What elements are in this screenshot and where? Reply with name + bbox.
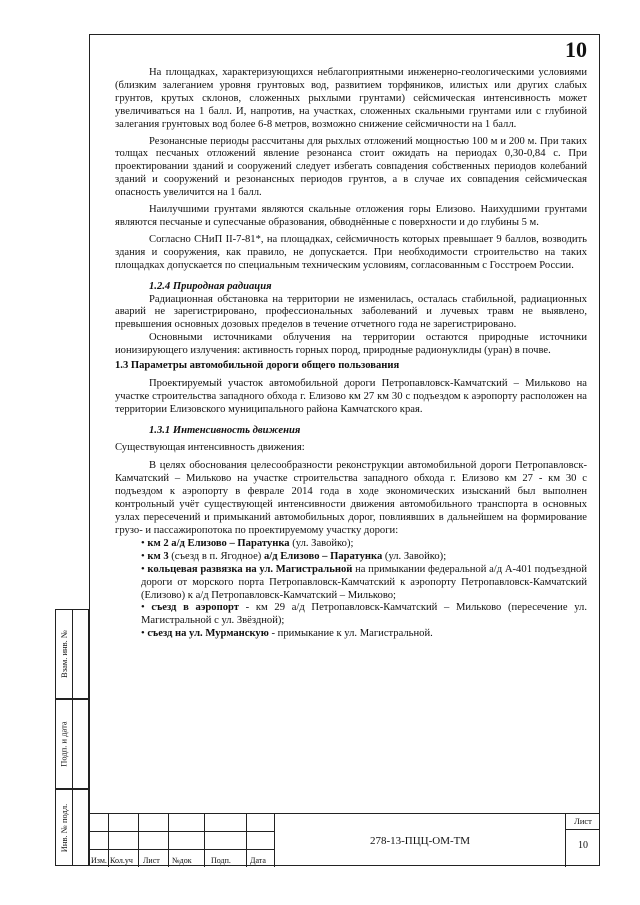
paragraph: Согласно СНиП II-7-81*, на площадках, сейсмичность которых превышает 9 баллов, возводить здания и сооружения, как правило, не допускается. При необходимости строительство на таких площадках допускается по специальным техническим условиям, согласованным с Госстроем России. (115, 233, 587, 271)
section-heading: 1.3.1 Интенсивность движения (149, 424, 301, 436)
header-cell: Кол.уч (110, 856, 133, 865)
side-strip-vzam (55, 609, 89, 699)
paragraph: В целях обоснования целесообразности реконструкции автомобильной дороги Петропавловск-Камчатский – Мильково на участке строительства западного обхода г. Елизово км 27 - км 30 с подъездом к аэропорту в феврале 2014 года в ходе экономических изысканий был выполнен контрольный учёт существующей интенсивности движения автомобильного транспорта в основных узлах пересечений и примыканий автомобильных дорог, повлиявших в дальнейшем на формирование грузо- и пассажиропотока по проектируемому участку дороги: (115, 460, 587, 536)
list-item: • км 2 а/д Елизово – Паратунка (ул. Завойко); (141, 537, 354, 549)
paragraph: Наилучшими грунтами являются скальные отложения горы Елизово. Наихудшими грунтами являются песчаные и супесчаные образования, обводнённые с поверхности и до глубины 5 м. (115, 204, 587, 228)
title-block (89, 813, 600, 866)
list-item: • съезд на ул. Мурманскую - примыкание к ул. Магистральной. (141, 628, 433, 640)
document-body (115, 67, 587, 641)
paragraph: Проектируемый участок автомобильной дороги Петропавловск-Камчатский – Мильково на участке строительства западного обхода г. Елизово км 27 км 30 с подъездом к аэропорту расположен на территории Елизовского муниципального района Камчатского края. (115, 377, 587, 415)
list-item: • км 3 (съезд в п. Ягодное) а/д Елизово – Паратунка (ул. Завойко); (141, 550, 447, 562)
header-cell: №док (172, 856, 192, 865)
list-item: • съезд в аэропорт - км 29 а/д Петропавловск-Камчатский – Мильково (пересечение ул. Магистральной с ул. Звёздной); (141, 602, 587, 627)
sheet-number: 10 (578, 840, 588, 851)
header-cell: Лист (143, 856, 160, 865)
header-cell: Подп. (211, 856, 231, 865)
header-cell: Дата (250, 856, 266, 865)
side-strip-inv (55, 789, 89, 866)
list-item: • кольцевая развязка на ул. Магистральной на примыкании федеральной а/д А-401 подъездной дороги от морского порта Петропавловск-Камчатский к аэропорту Петропавловск-Камчатский (Елизово) к а/д Петропавловск-Камчатский – Мильково; (141, 563, 587, 601)
document-code: 278-13-ПЦЦ-ОМ-ТМ (275, 814, 566, 867)
sheet-box (566, 814, 600, 867)
section-heading: 1.3 Параметры автомобильной дороги общего пользования (115, 360, 400, 372)
paragraph: Резонансные периоды рассчитаны для рыхлых отложений мощностью 100 м и 200 м. При таких толщах песчаных отложений явление резонанса стоит ожидать на периодах 0,30-0,84 с. При проектировании зданий и сооружений следует избегать совпадения собственных периодов колебаний зданий и сооружений и резонансных периодов грунтов, а в случае их совпадения сейсмическая опасность увеличится на 1 балл. (115, 135, 587, 199)
paragraph: Основными источниками облучения на территории остаются природные источники ионизирующего излучения: активность горных пород, природные радионуклиды (уран) в почве. (115, 332, 587, 357)
side-strip-podp (55, 699, 89, 789)
sheet-label: Лист (566, 816, 600, 830)
side-label: Подп. и дата (59, 721, 70, 767)
paragraph: На площадках, характеризующихся неблагоприятными инженерно-геологическими условиями (близким залеганием уровня грунтовых вод, развитием торфяников, илистых или других слабых грунтов, крутых склонов, сложенных рыхлыми грунтами) сейсмическая интенсивность может увеличиваться на 1 балл. И, напротив, на участках, сложенных скальными грунтами или с глубиной залегания грунтовых вод более 6-8 метров, возможно снижение сейсмичности на 1 балл. (115, 67, 587, 130)
header-cell: Изм. (91, 856, 107, 865)
section-heading: 1.2.4 Природная радиация (149, 280, 272, 292)
page-number: 10 (565, 37, 587, 62)
paragraph: Существующая интенсивность движения: (115, 441, 305, 453)
side-label: Взам. инв. № (59, 630, 69, 678)
side-label: Инв. № подл. (59, 803, 69, 852)
paragraph: Радиационная обстановка на территории не изменилась, осталась стабильной, радиационных аварий не зарегистрировано, профессиональных заболеваний и лучевых травм не выявлено, превышения основных дозовых пределов в течение отчетного года не зарегистрировано. (115, 293, 587, 331)
